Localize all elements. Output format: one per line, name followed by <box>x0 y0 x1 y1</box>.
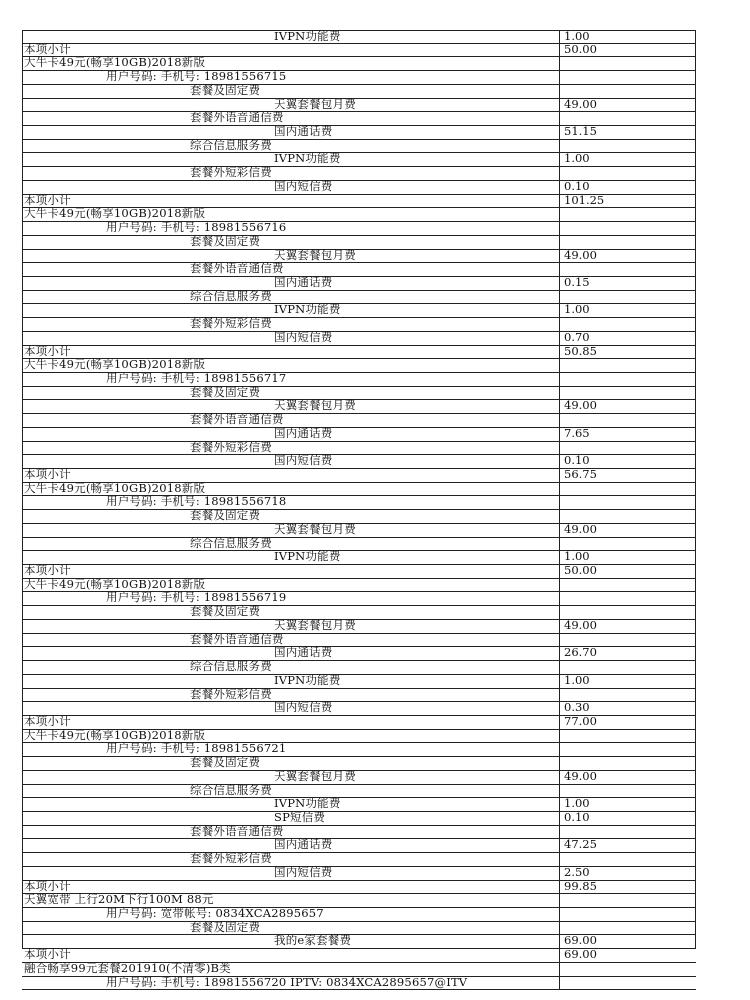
amount-value: 1.00 <box>564 549 590 564</box>
amount-cell <box>559 373 696 387</box>
amount-value: 49.00 <box>564 521 597 536</box>
fee-item-label: IVPN功能费 <box>274 796 341 811</box>
fee-category-label: 套餐外短彩信费 <box>190 851 272 866</box>
subtotal-label: 本项小计 <box>24 713 71 728</box>
amount-cell <box>559 126 696 140</box>
amount-value: 0.30 <box>564 700 590 715</box>
user-number-row-label: 用户号码: 手机号: 18981556721 <box>106 741 287 756</box>
amount-cell <box>559 809 696 826</box>
amount-cell <box>559 949 696 963</box>
amount-cell <box>559 565 696 579</box>
amount-value: 50.00 <box>564 41 597 56</box>
table-row <box>22 288 696 305</box>
fee-category-label: 套餐外语音通信费 <box>190 823 284 838</box>
plan-heading-label: 大牛卡49元(畅享10GB)2018新版 <box>24 357 206 372</box>
fee-item-label: SP短信费 <box>274 809 326 824</box>
subtotal-label: 本项小计 <box>24 563 71 578</box>
amount-cell <box>559 469 696 483</box>
fee-category-label: 套餐及固定费 <box>190 755 261 770</box>
fee-category-label: 综合信息服务费 <box>190 535 272 550</box>
amount-cell <box>559 496 696 510</box>
amount-cell <box>559 359 696 373</box>
amount-value: 26.70 <box>564 645 597 660</box>
amount-cell <box>559 208 696 222</box>
amount-value: 49.00 <box>564 617 597 632</box>
fee-item-label: 天翼套餐包月费 <box>274 521 356 536</box>
fee-category-label: 套餐及固定费 <box>190 919 261 934</box>
user-number-row-label: 用户号码: 手机号: 18981556715 <box>106 69 287 84</box>
subtotal-label: 本项小计 <box>24 467 71 481</box>
table-row <box>22 318 696 332</box>
amount-value: 0.70 <box>564 329 590 344</box>
plan-heading-label: 融合畅享99元套餐201910(不清零)B类 <box>24 960 231 975</box>
table-row <box>22 71 696 85</box>
amount-value: 49.00 <box>564 96 597 111</box>
table-row <box>22 126 696 140</box>
amount-value: 0.15 <box>564 274 590 289</box>
plan-heading-label: 大牛卡49元(畅享10GB)2018新版 <box>24 55 206 70</box>
table-row <box>22 400 696 414</box>
amount-cell <box>559 617 696 634</box>
fee-item-label: IVPN功能费 <box>274 672 341 687</box>
fee-category-label: 综合信息服务费 <box>190 288 272 303</box>
table-row <box>22 521 696 538</box>
table-row <box>22 782 696 799</box>
fee-category-label: 套餐外短彩信费 <box>190 686 272 701</box>
table-row <box>22 853 696 867</box>
amount-cell <box>559 400 696 414</box>
fee-item-label: IVPN功能费 <box>274 29 341 43</box>
amount-cell <box>559 730 696 744</box>
table-row <box>22 137 696 154</box>
fee-item-label: 国内通话费 <box>274 124 333 139</box>
amount-value: 1.00 <box>564 151 590 166</box>
fee-category-label: 套餐外语音通信费 <box>190 631 284 646</box>
user-number-row-label: 用户号码: 宽带帐号: 0834XCA2895657 <box>106 906 324 920</box>
table-row <box>22 167 696 181</box>
table-row <box>22 809 696 826</box>
amount-cell <box>559 592 696 606</box>
table-row <box>22 304 696 318</box>
amount-value: 1.00 <box>564 302 590 317</box>
amount-value: 0.10 <box>564 809 590 824</box>
fee-category-label: 套餐及固定费 <box>190 508 261 523</box>
fee-item-label: IVPN功能费 <box>274 151 341 166</box>
table-row <box>22 274 696 291</box>
table-row <box>22 425 696 442</box>
amount-cell <box>559 96 696 113</box>
fee-category-label: 套餐外语音通信费 <box>190 261 284 276</box>
table-row <box>22 370 696 387</box>
fee-item-label: IVPN功能费 <box>274 302 341 317</box>
fee-item-label: 我的e家套餐费 <box>274 933 352 948</box>
fee-item-label: 天翼套餐包月费 <box>274 617 356 632</box>
amount-cell <box>559 839 696 853</box>
table-row <box>22 839 696 853</box>
fee-category-label: 套餐及固定费 <box>190 233 261 248</box>
amount-value: 101.25 <box>564 192 605 207</box>
fee-category-label: 套餐外语音通信费 <box>190 412 284 427</box>
table-row <box>22 496 696 510</box>
fee-item-label: 国内通话费 <box>274 645 333 660</box>
plan-heading-label: 大牛卡49元(畅享10GB)2018新版 <box>24 206 206 221</box>
amount-cell <box>559 963 696 977</box>
amount-cell <box>559 192 696 209</box>
amount-cell <box>559 274 696 291</box>
fee-category-label: 综合信息服务费 <box>190 782 272 797</box>
table-row <box>22 686 696 703</box>
amount-cell <box>559 304 696 318</box>
plan-heading-label: 天翼宽带 上行20M下行100M 88元 <box>24 892 214 907</box>
fee-item-label: 国内短信费 <box>274 178 333 193</box>
fee-item-label: 天翼套餐包月费 <box>274 247 356 262</box>
amount-cell <box>559 878 696 895</box>
fee-item-label: 国内短信费 <box>274 700 333 715</box>
amount-value: 0.10 <box>564 453 590 468</box>
fee-category-label: 套餐外语音通信费 <box>190 110 284 125</box>
plan-heading-label: 大牛卡49元(畅享10GB)2018新版 <box>24 576 206 591</box>
amount-cell <box>559 425 696 442</box>
amount-cell <box>559 343 696 360</box>
user-number-row-label: 用户号码: 手机号: 18981556720 IPTV: 0834XCA2895657@ITV <box>106 974 468 989</box>
amount-cell <box>559 483 696 497</box>
amount-cell <box>559 57 696 71</box>
subtotal-label: 本项小计 <box>24 41 71 56</box>
amount-cell <box>559 894 696 908</box>
fee-category-label: 套餐及固定费 <box>190 604 261 619</box>
amount-value: 50.85 <box>564 343 597 358</box>
amount-cell <box>559 71 696 85</box>
amount-value: 49.00 <box>564 247 597 262</box>
table-row <box>22 439 696 456</box>
table-row <box>22 672 696 689</box>
fee-item-label: 天翼套餐包月费 <box>274 398 356 413</box>
amount-cell <box>559 222 696 236</box>
amount-cell <box>559 579 696 593</box>
table-row <box>22 263 696 277</box>
amount-value: 47.25 <box>564 837 597 852</box>
fee-item-label: 天翼套餐包月费 <box>274 96 356 111</box>
table-row <box>22 222 696 236</box>
fee-item-label: 国内通话费 <box>274 425 333 440</box>
table-row <box>22 617 696 634</box>
fee-category-label: 套餐外短彩信费 <box>190 165 272 180</box>
table-row <box>22 974 696 991</box>
amount-value: 7.65 <box>564 425 590 440</box>
amount-value: 51.15 <box>564 124 597 139</box>
amount-value: 1.00 <box>564 672 590 687</box>
amount-value: 69.00 <box>564 933 597 948</box>
fee-item-label: 国内短信费 <box>274 329 333 344</box>
amount-value: 56.75 <box>564 467 597 481</box>
amount-value: 77.00 <box>564 713 597 728</box>
amount-value: 2.50 <box>564 864 590 879</box>
subtotal-label: 本项小计 <box>24 947 71 962</box>
table-row <box>22 96 696 113</box>
amount-value: 99.85 <box>564 878 597 893</box>
subtotal-label: 本项小计 <box>24 192 71 207</box>
fee-item-label: 国内短信费 <box>274 453 333 468</box>
fee-category-label: 套餐及固定费 <box>190 82 261 97</box>
billing-detail-table <box>22 30 696 990</box>
fee-item-label: 天翼套餐包月费 <box>274 768 356 783</box>
amount-cell <box>559 768 696 785</box>
fee-item-label: 国内通话费 <box>274 837 333 852</box>
table-row <box>22 647 696 661</box>
amount-cell <box>559 977 696 991</box>
plan-heading-label: 大牛卡49元(畅享10GB)2018新版 <box>24 727 206 742</box>
fee-category-label: 套餐外短彩信费 <box>190 316 272 331</box>
table-row <box>22 798 696 812</box>
amount-value: 49.00 <box>564 398 597 413</box>
amount-value: 0.10 <box>564 178 590 193</box>
amount-cell <box>559 743 696 757</box>
amount-value: 69.00 <box>564 947 597 962</box>
table-row <box>22 908 696 922</box>
amount-cell <box>559 908 696 922</box>
user-number-row-label: 用户号码: 手机号: 18981556716 <box>106 220 287 235</box>
user-number-row-label: 用户号码: 手机号: 18981556718 <box>106 494 287 509</box>
table-row <box>22 768 696 785</box>
subtotal-label: 本项小计 <box>24 343 71 358</box>
amount-value: 49.00 <box>564 768 597 783</box>
user-number-row-label: 用户号码: 手机号: 18981556719 <box>106 590 287 605</box>
table-row <box>22 247 696 264</box>
table-row <box>22 661 696 675</box>
amount-cell <box>559 672 696 689</box>
amount-value: 50.00 <box>564 563 597 578</box>
amount-cell <box>559 153 696 167</box>
amount-value: 1.00 <box>564 796 590 811</box>
plan-heading-label: 大牛卡49元(畅享10GB)2018新版 <box>24 480 206 495</box>
fee-item-label: IVPN功能费 <box>274 549 341 564</box>
amount-value: 1.00 <box>564 29 590 43</box>
table-row <box>22 592 696 606</box>
fee-category-label: 套餐及固定费 <box>190 384 261 399</box>
table-row <box>22 153 696 167</box>
amount-cell <box>559 41 696 58</box>
table-row <box>22 414 696 428</box>
amount-cell <box>559 647 696 661</box>
table-row <box>22 535 696 552</box>
fee-category-label: 综合信息服务费 <box>190 137 272 152</box>
subtotal-label: 本项小计 <box>24 878 71 893</box>
amount-cell <box>559 247 696 264</box>
fee-item-label: 国内通话费 <box>274 274 333 289</box>
amount-cell <box>559 713 696 730</box>
table-row <box>22 743 696 757</box>
user-number-row-label: 用户号码: 手机号: 18981556717 <box>106 370 287 385</box>
amount-cell <box>559 521 696 538</box>
fee-item-label: 国内短信费 <box>274 864 333 879</box>
fee-category-label: 套餐外短彩信费 <box>190 439 272 454</box>
fee-category-label: 综合信息服务费 <box>190 659 272 674</box>
